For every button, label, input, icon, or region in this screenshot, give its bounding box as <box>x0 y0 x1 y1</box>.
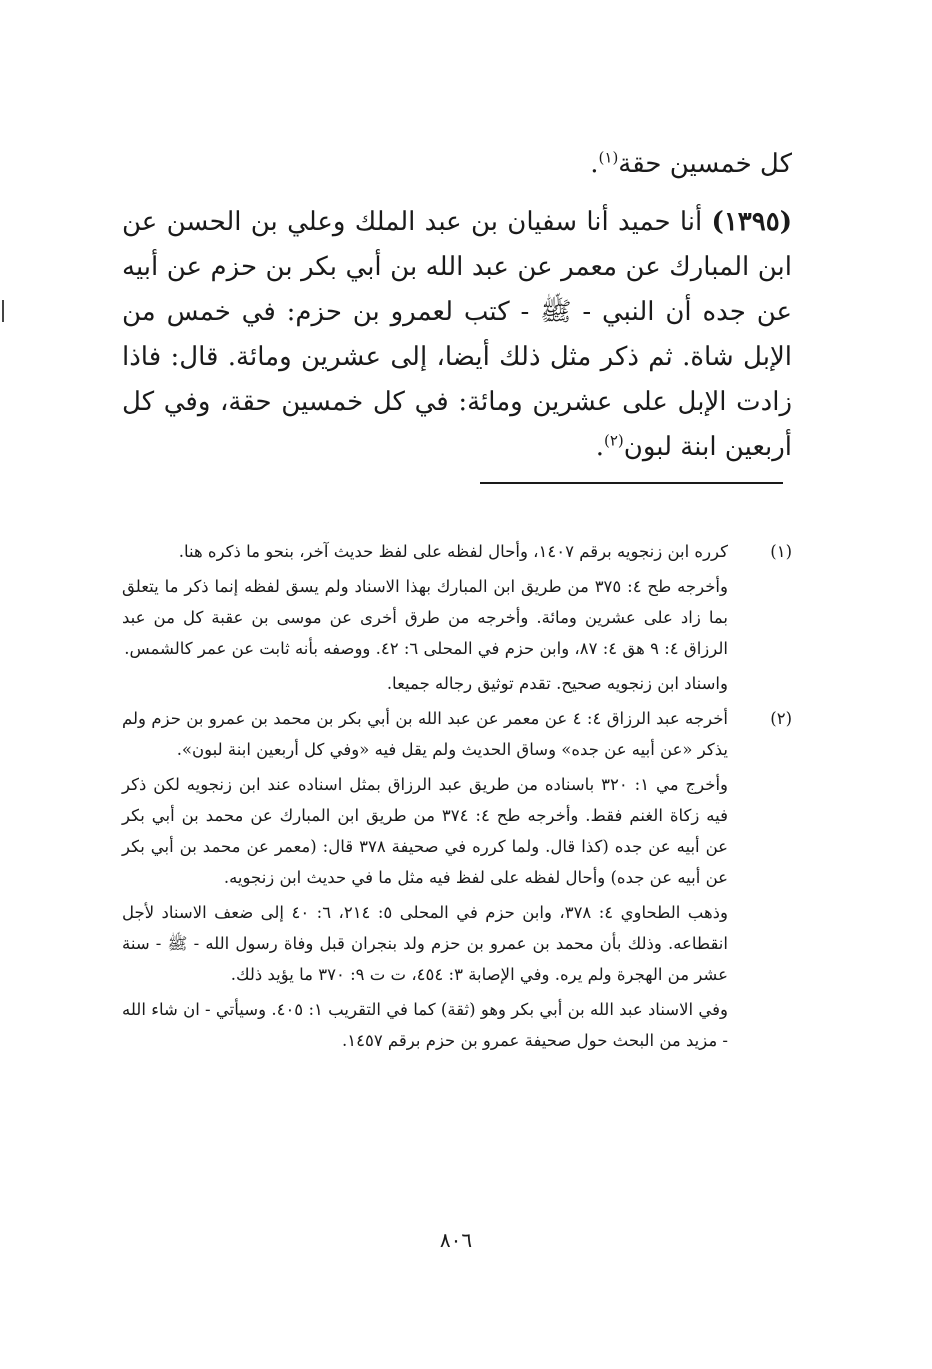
footnote-paragraph: كرره ابن زنجويه برقم ١٤٠٧، وأحال لفظه على لفظ حديث آخر، بنحو ما ذكره هنا. <box>178 542 728 561</box>
page-number: ٨٠٦ <box>439 1228 473 1252</box>
footnote-paragraph: وأخرجه طح ٤: ٣٧٥ من طريق ابن المبارك بهذا الاسناد ولم يسق لفظه إنما ذكر ما يتعلق بما زاد على عشرين ومائة. وأخرجه من طرق أخرى عن موسى بن عقبة كل من عبد الرزاق ٤: ٩ هق ٤: ٨٧، وابن حزم في المحلى ٦: ٤٢. ووصفه بأنه ثابت عن عمر كالشمس. <box>122 577 728 658</box>
footnote-divider <box>480 482 783 484</box>
footnote-paragraph: واسناد ابن زنجويه صحيح. تقدم توثيق رجاله جميعا. <box>386 674 728 693</box>
footnote-paragraph: وذهب الطحاوي ٤: ٣٧٨، وابن حزم في المحلى ٥: ٢١٤، ٦: ٤٠ إلى ضعف الاسناد لأجل انقطاعه. وذلك بأن محمد بن عمرو بن حزم ولد بنجران قبل وفاة رسول الله - ﷺ - سنة عشر من الهجرة ولم يره. وفي الإصابة ٣: ٤٥٤، ت ت ٩: ٣٧٠ ما يؤيد ذلك. <box>122 903 728 984</box>
hadith-number: (١٣٩٥) <box>711 207 792 237</box>
footnote-ref-1: (١) <box>598 148 619 167</box>
footnote-1 <box>122 536 792 699</box>
footnotes-section <box>122 536 792 1060</box>
footnote-paragraph: أخرجه عبد الرزاق ٤: ٤ عن معمر عن عبد الله بن أبي بكر بن محمد بن عمرو بن حزم ولم يذكر «عن أبيه عن جده» وساق الحديث ولم يقل فيه «وفي كل أربعين ابنة لبون». <box>122 709 728 759</box>
continuation-line <box>122 142 792 187</box>
continuation-text: كل خمسين حقة <box>618 149 792 179</box>
hadith-paragraph <box>122 200 792 470</box>
footnote-number: (١) <box>770 542 792 561</box>
continuation-end: . <box>590 149 599 179</box>
hadith-text: أنا حميد أنا سفيان بن عبد الملك وعلي بن الحسن عن ابن المبارك عن معمر عن عبد الله بن أبي بكر بن حزم عن أبيه عن جده أن النبي - ﷺ - كتب لعمرو بن حزم: في خمس من الإبل شاة. ثم ذكر مثل ذلك أيضا، إلى عشرين ومائة. قال: فاذا زادت الإبل على عشرين ومائة: في كل خمسين حقة، وفي كل أربعين ابنة لبون <box>122 207 792 462</box>
footnote-paragraph: وأخرج مي ١: ٣٢٠ باسناده من طريق عبد الرزاق بمثل اسناده عند ابن زنجويه لكن ذكر فيه زكاة الغنم فقط. وأخرجه طح ٤: ٣٧٤ من طريق ابن المبارك عن محمد بن أبي بكر عن أبيه عن جده (كذا قال. ولما كرره في صحيفة ٣٧٨ قال: (معمر عن محمد بن أبي بكر عن أبيه عن جده) وأحال لفظه على لفظ فيه مثل ما في حديث ابن زنجويه. <box>122 775 729 887</box>
hadith-end: . <box>595 432 604 462</box>
footnote-paragraph: وفي الاسناد عبد الله بن أبي بكر وهو (ثقة) كما في التقريب ١: ٤٠٥. وسيأتي - ان شاء الله - مزيد من البحث حول صحيفة عمرو بن حزم برقم ١٤٥٧. <box>122 1000 729 1050</box>
scan-margin-mark <box>2 300 4 322</box>
footnote-2 <box>122 703 792 1056</box>
footnote-number: (٢) <box>770 709 792 728</box>
footnote-ref-2: (٢) <box>603 431 624 450</box>
